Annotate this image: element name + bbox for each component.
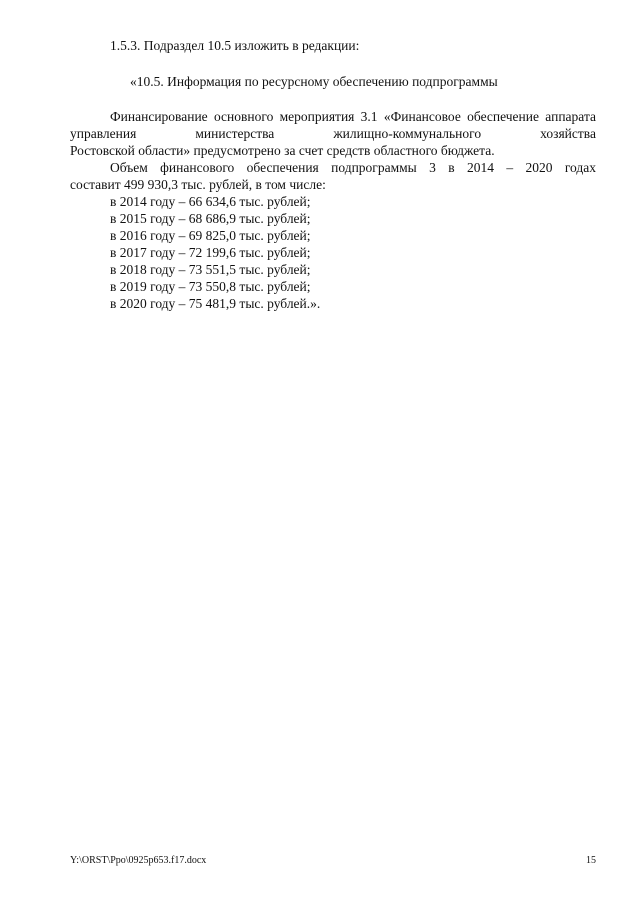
paragraph-financing — [70, 108, 596, 142]
list-item: в 2018 году – 73 551,5 тыс. рублей; — [110, 262, 311, 277]
paragraph-financing-end — [70, 142, 596, 159]
list-item: в 2015 году – 68 686,9 тыс. рублей; — [110, 211, 311, 226]
list-item: в 2017 году – 72 199,6 тыс. рублей; — [110, 245, 311, 260]
list-item: в 2020 году – 75 481,9 тыс. рублей.». — [110, 296, 321, 311]
paragraph-volume — [70, 159, 596, 176]
paragraph-volume-line-1: Объем финансового обеспечения подпрограммы 3 в 2014 – 2020 годах — [110, 160, 596, 175]
paragraph-financing-line-3: Ростовской области» предусмотрено за счет средств областного бюджета. — [70, 143, 495, 158]
list-item: в 2014 году – 66 634,6 тыс. рублей; — [110, 194, 311, 209]
section-command: 1.5.3. Подраздел 10.5 изложить в редакции: — [110, 38, 360, 53]
paragraph-financing-line-1: Финансирование основного мероприятия 3.1 «Финансовое обеспечение — [110, 109, 539, 124]
list-item: в 2019 году – 73 550,8 тыс. рублей; — [110, 279, 311, 294]
list-item: в 2016 году – 69 825,0 тыс. рублей; — [110, 228, 311, 243]
footer-page-number: 15 — [586, 855, 596, 866]
paragraph-financing-line-2: аппарата управления министерства жилищно-коммунального хозяйства — [70, 109, 597, 141]
yearly-amounts-list — [70, 193, 596, 312]
footer-file-path: Y:\ORST\Ppo\0925p653.f17.docx — [70, 855, 207, 866]
document-body — [70, 108, 596, 312]
paragraph-volume-line-2: составит 499 930,3 тыс. рублей, в том числе: — [70, 177, 326, 192]
section-title: «10.5. Информация по ресурсному обеспечению подпрограммы — [130, 74, 498, 89]
paragraph-volume-end — [70, 176, 596, 193]
